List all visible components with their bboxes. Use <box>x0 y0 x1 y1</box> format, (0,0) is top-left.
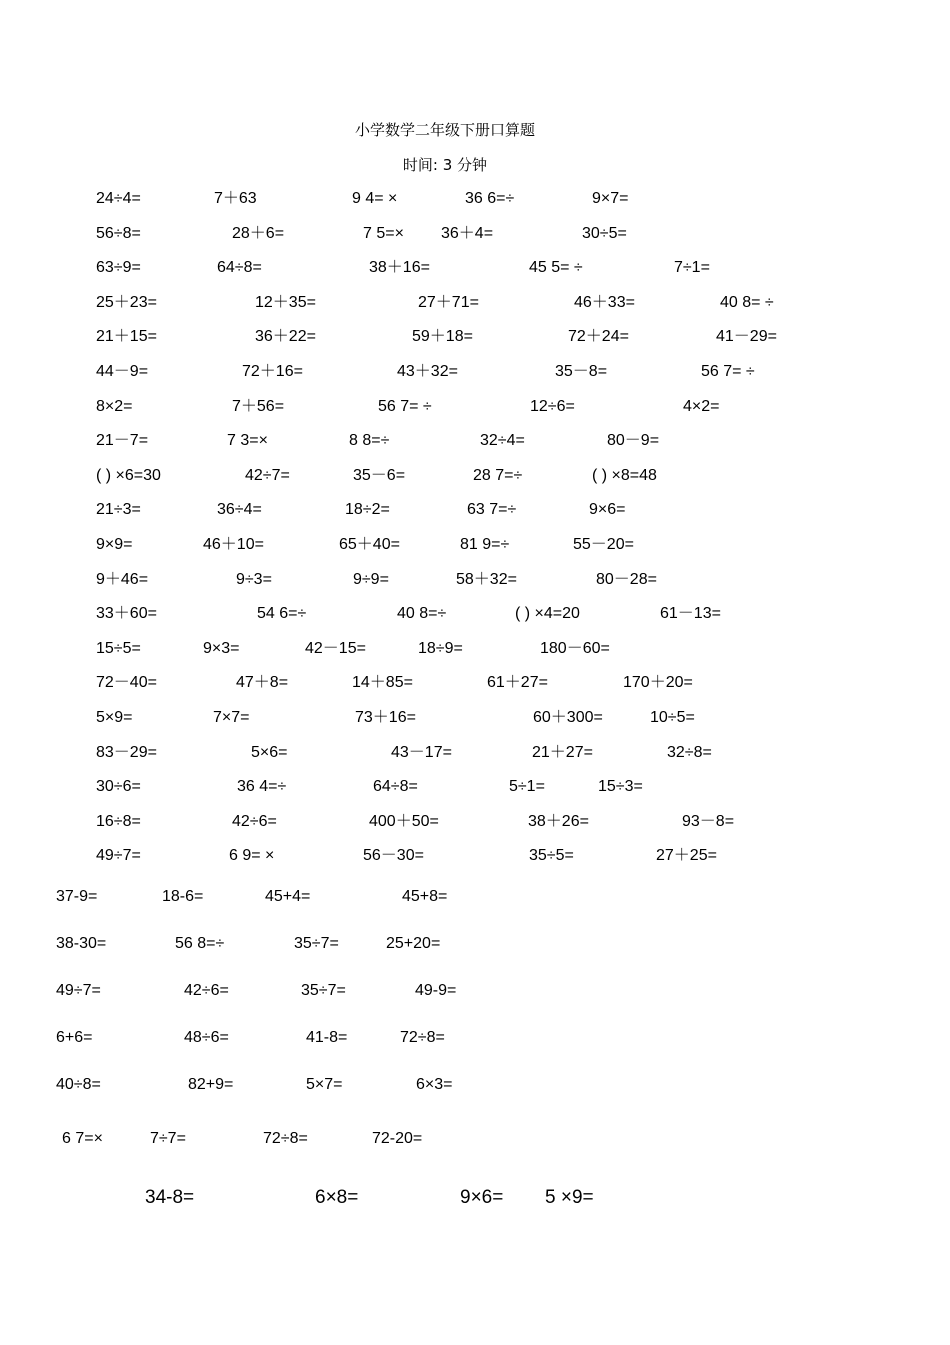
page-title: 小学数学二年级下册口算题 <box>354 121 535 139</box>
problem-item: 7＋63 <box>214 190 257 207</box>
problem-row <box>0 1027 950 1051</box>
problem-item: 21－7= <box>96 432 149 450</box>
problem-item: 42÷7= <box>245 466 290 484</box>
problem-item: 16÷8= <box>96 812 141 830</box>
problem-item: 6×3= <box>416 1076 453 1093</box>
problem-item: 40 8= ÷ <box>720 293 774 311</box>
problem-item: 54 6=÷ <box>257 605 307 623</box>
problem-item: 47＋8= <box>236 674 289 692</box>
problem-row <box>0 707 950 731</box>
problem-item: 28＋6= <box>232 224 285 242</box>
problem-item: 61－13= <box>660 605 721 623</box>
problem-item: 56÷8= <box>96 224 141 242</box>
problem-row <box>0 361 950 385</box>
problem-item: 49÷7= <box>56 982 101 999</box>
problem-item: 80－9= <box>607 432 660 450</box>
problem-item: 63 7=÷ <box>467 501 517 519</box>
problem-item: 32÷4= <box>480 432 525 450</box>
problem-item: 41-8= <box>306 1029 348 1046</box>
problem-item: 9 4= × <box>352 190 398 207</box>
problem-item: 42÷6= <box>184 982 229 999</box>
problem-item: 56 7= ÷ <box>701 363 755 380</box>
problem-item: 5 ×9= <box>545 1187 594 1208</box>
problem-item: 7×7= <box>213 709 250 726</box>
problem-item: 81 9=÷ <box>460 536 510 553</box>
problem-item: 35÷5= <box>529 847 574 865</box>
problem-item: 59＋18= <box>412 328 473 346</box>
problem-row <box>0 886 950 910</box>
problem-item: 5×6= <box>251 743 288 761</box>
problem-row <box>0 534 950 558</box>
problem-item: ( ) ×6=30 <box>96 466 161 484</box>
problem-item: 82+9= <box>188 1076 234 1093</box>
problem-item: 56 7= ÷ <box>378 397 432 415</box>
problem-item: 46＋10= <box>203 536 264 553</box>
problem-item: 21＋15= <box>96 328 157 346</box>
problem-item: 64÷8= <box>373 778 418 796</box>
problem-item: 5×9= <box>96 709 133 726</box>
problem-item: 43＋32= <box>397 363 458 380</box>
problem-item: 6 7=× <box>62 1130 103 1147</box>
problem-item: 37-9= <box>56 888 98 905</box>
problem-item: 25+20= <box>386 935 441 952</box>
problem-item: 45+8= <box>402 888 448 905</box>
problem-item: 40 8=÷ <box>397 605 447 623</box>
problem-item: 72＋16= <box>242 363 303 380</box>
problem-item: 24÷4= <box>96 190 141 207</box>
problem-row <box>0 638 950 662</box>
problem-item: 43－17= <box>391 743 452 761</box>
problem-row <box>0 465 950 489</box>
problem-item: 72-20= <box>372 1130 423 1147</box>
problem-item: 38＋26= <box>528 812 589 830</box>
problem-item: 7÷1= <box>674 259 710 277</box>
problem-item: 9÷3= <box>236 570 272 588</box>
problem-item: 8 8=÷ <box>349 432 390 450</box>
problem-item: 55－20= <box>573 536 634 553</box>
problem-row <box>0 1128 950 1152</box>
problem-item: 33＋60= <box>96 605 157 623</box>
problem-item: ( ) ×8=48 <box>592 466 657 484</box>
problem-row <box>0 499 950 523</box>
problem-item: 38＋16= <box>369 259 430 277</box>
problem-item: 14＋85= <box>352 674 413 692</box>
problem-item: 65＋40= <box>339 536 400 553</box>
problem-item: 12＋35= <box>255 293 316 311</box>
problem-row <box>0 603 950 627</box>
problem-row <box>0 257 950 281</box>
problem-item: 21＋27= <box>532 743 593 761</box>
problem-item: 35－6= <box>353 466 406 484</box>
problem-item: 9×3= <box>203 639 240 657</box>
problem-item: 12÷6= <box>530 397 575 415</box>
problem-item: 7÷7= <box>150 1130 186 1147</box>
time-limit: 时间: 3 分钟 <box>402 156 488 174</box>
problem-item: 45 5= ÷ <box>529 259 583 277</box>
problem-row <box>0 845 950 869</box>
problem-item: 36＋22= <box>255 328 316 346</box>
problem-item: 7＋56= <box>232 397 285 415</box>
problem-item: 56－30= <box>363 847 424 865</box>
problem-item: 42÷6= <box>232 812 277 830</box>
problem-item: 27＋25= <box>656 847 717 865</box>
problem-item: 18÷9= <box>418 639 463 657</box>
problem-item: 9＋46= <box>96 570 149 588</box>
problem-row <box>0 980 950 1004</box>
problem-item: 63÷9= <box>96 259 141 277</box>
problem-row <box>0 396 950 420</box>
problem-item: 30÷5= <box>582 224 627 242</box>
problem-item: 32÷8= <box>667 743 712 761</box>
problem-item: 18÷2= <box>345 501 390 519</box>
problem-item: 18-6= <box>162 888 204 905</box>
problem-row <box>0 188 950 212</box>
problem-item: 42－15= <box>305 639 366 657</box>
problem-item: 10÷5= <box>650 709 695 726</box>
problem-row-large <box>0 1185 950 1215</box>
problem-item: 36 6=÷ <box>465 190 515 207</box>
problem-item: 7 3=× <box>227 432 268 450</box>
problem-item: 48÷6= <box>184 1029 229 1046</box>
problem-item: 35－8= <box>555 363 608 380</box>
problem-item: 27＋71= <box>418 293 479 311</box>
problem-item: 15÷5= <box>96 639 141 657</box>
problem-item: 170＋20= <box>623 674 693 692</box>
problem-item: 7 5=× <box>363 224 404 242</box>
problem-item: 5÷1= <box>509 778 545 796</box>
problem-item: 93－8= <box>682 812 735 830</box>
problem-item: 49÷7= <box>96 847 141 865</box>
problem-row <box>0 1074 950 1098</box>
problem-item: 400＋50= <box>369 812 439 830</box>
problem-item: 8×2= <box>96 397 133 415</box>
problem-item: 4×2= <box>683 397 720 415</box>
problem-item: 80－28= <box>596 570 657 588</box>
problem-item: 61＋27= <box>487 674 548 692</box>
problem-row <box>0 811 950 835</box>
problem-item: 38-30= <box>56 935 107 952</box>
problem-item: 72÷8= <box>400 1029 445 1046</box>
problem-item: 73＋16= <box>355 709 416 726</box>
problem-item: 30÷6= <box>96 778 141 796</box>
problem-item: 21÷3= <box>96 501 141 519</box>
problem-item: ( ) ×4=20 <box>515 605 580 623</box>
problem-item: 9×9= <box>96 536 133 553</box>
problem-item: 15÷3= <box>598 778 643 796</box>
problem-row <box>0 569 950 593</box>
problem-item: 49-9= <box>415 982 457 999</box>
problem-item: 46＋33= <box>574 293 635 311</box>
problem-row <box>0 223 950 247</box>
problem-item: 44－9= <box>96 363 149 380</box>
problem-item: 36÷4= <box>217 501 262 519</box>
problem-item: 35÷7= <box>294 935 339 952</box>
problem-item: 36 4=÷ <box>237 778 287 796</box>
problem-item: 58＋32= <box>456 570 517 588</box>
problem-item: 34-8= <box>145 1187 195 1208</box>
problem-item: 5×7= <box>306 1076 343 1093</box>
problem-item: 9×6= <box>589 501 626 519</box>
problem-item: 41－29= <box>716 328 777 346</box>
problem-item: 6×8= <box>315 1187 359 1208</box>
problem-item: 6 9= × <box>229 847 275 865</box>
problem-item: 45+4= <box>265 888 311 905</box>
problem-row <box>0 326 950 350</box>
problem-row <box>0 742 950 766</box>
problem-item: 28 7=÷ <box>473 466 523 484</box>
problem-item: 9×6= <box>460 1187 504 1208</box>
problem-item: 64÷8= <box>217 259 262 277</box>
problem-item: 56 8=÷ <box>175 935 225 952</box>
problem-item: 72＋24= <box>568 328 629 346</box>
problem-item: 35÷7= <box>301 982 346 999</box>
problem-item: 72÷8= <box>263 1130 308 1147</box>
problem-row <box>0 430 950 454</box>
problem-row <box>0 776 950 800</box>
problem-item: 6+6= <box>56 1029 93 1046</box>
problem-item: 9×7= <box>592 190 629 207</box>
problem-row <box>0 672 950 696</box>
problem-item: 36＋4= <box>441 224 494 242</box>
problem-item: 83－29= <box>96 743 157 761</box>
problem-item: 9÷9= <box>353 570 389 588</box>
problem-item: 25＋23= <box>96 293 157 311</box>
problem-item: 180－60= <box>540 639 610 657</box>
problem-row <box>0 292 950 316</box>
problem-item: 40÷8= <box>56 1076 101 1093</box>
problem-item: 72－40= <box>96 674 157 692</box>
problem-row <box>0 933 950 957</box>
problem-item: 60＋300= <box>533 709 603 726</box>
